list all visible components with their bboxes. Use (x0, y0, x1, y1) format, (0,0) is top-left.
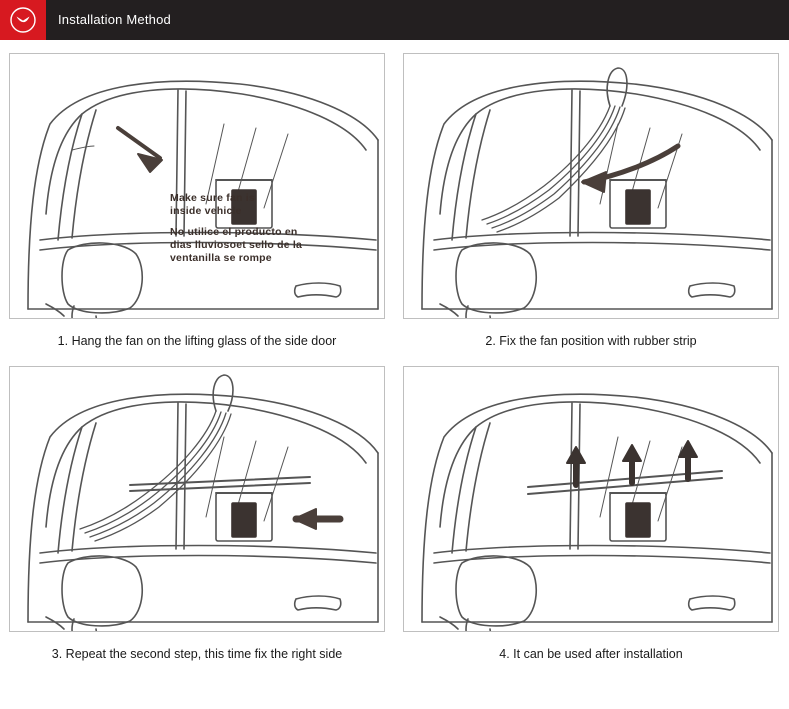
installation-steps (0, 40, 789, 666)
page-title: Installation Method (58, 12, 171, 27)
step-cell-3 (0, 353, 394, 666)
step-illustration-2 (403, 53, 779, 319)
steps-row (0, 353, 789, 666)
step-cell-2 (394, 40, 788, 353)
step-caption-3: 3. Repeat the second step, this time fix the right side (51, 647, 343, 661)
steps-row (0, 40, 789, 353)
step-caption-4: 4. It can be used after installation (499, 647, 683, 661)
step-illustration-4 (403, 366, 779, 632)
step-cell-1 (0, 40, 394, 353)
step-illustration-1 (9, 53, 385, 319)
overlay-note-en: Make sure fan is inside vehicle (170, 192, 255, 217)
header-badge (0, 0, 46, 40)
step-illustration-3 (9, 366, 385, 632)
step-caption-2: 2. Fix the fan position with rubber strip (485, 334, 697, 348)
down-chevron-circle-icon (10, 7, 36, 33)
page-header (0, 0, 789, 40)
step-cell-4 (394, 353, 788, 666)
header-bar (210, 0, 789, 40)
step-caption-1: 1. Hang the fan on the lifting glass of the side door (57, 334, 337, 348)
overlay-note-es: No utilice el producto en dias lluviosoet sello de la ventanilla se rompe (170, 226, 303, 264)
